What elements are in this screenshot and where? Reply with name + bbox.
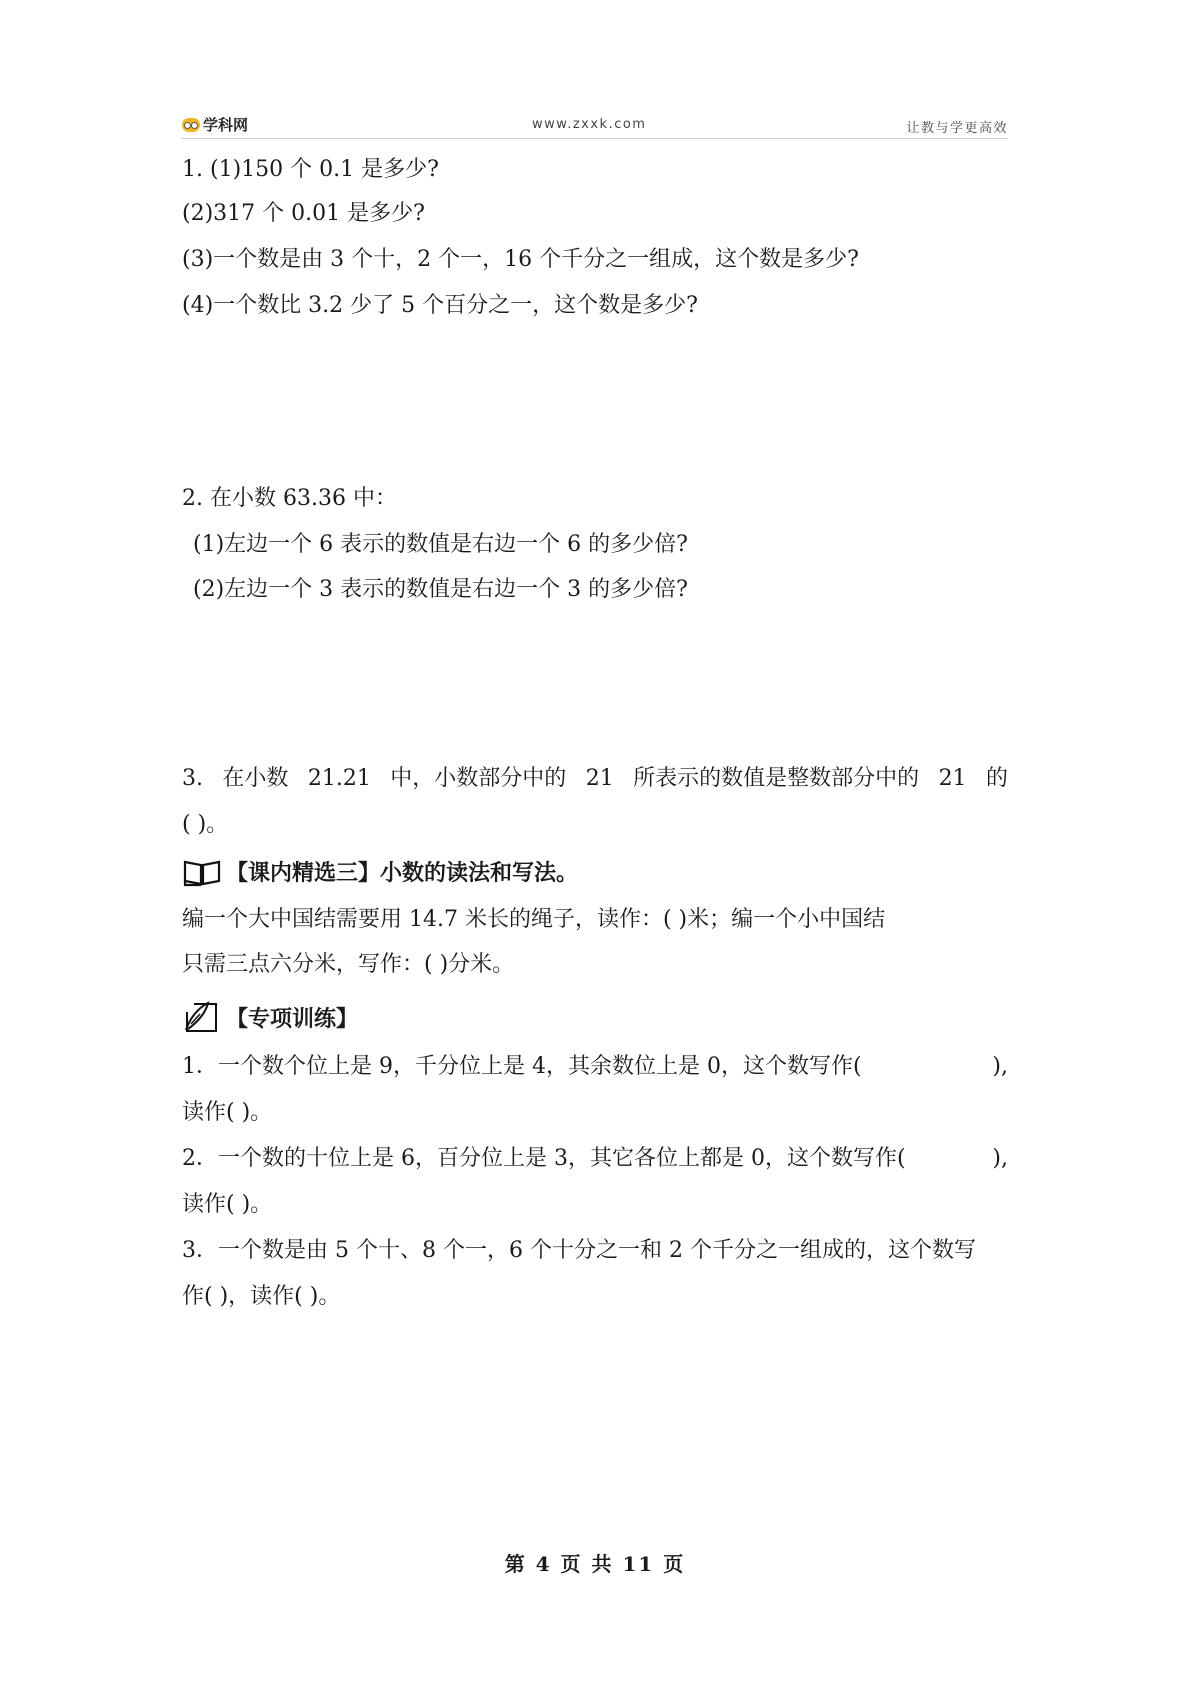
drill1-text: 1．一个数个位上是 9，千分位上是 4，其余数位上是 0，这个数写作( — [182, 1054, 862, 1079]
owl-logo-icon — [182, 118, 200, 132]
drill2-text: 2．一个数的十位上是 6，百分位上是 3，其它各位上都是 0，这个数写作( — [182, 1146, 906, 1171]
drill1-blank-end: ), — [992, 1054, 1008, 1079]
drill3-line2: 作( )，读作( )。 — [182, 1284, 341, 1309]
logo — [182, 114, 248, 135]
q1-part3: (3)一个数是由 3 个十，2 个一，16 个千分之一组成，这个数是多少? — [182, 247, 859, 272]
drill2-line1 — [182, 1144, 1008, 1174]
site-url: www.zxxk.com — [532, 117, 647, 132]
q2-part2: (2)左边一个 3 表示的数值是右边一个 3 的多少倍? — [193, 577, 688, 602]
q3-word: 21 — [585, 766, 614, 791]
q2-stem: 2. 在小数 63.36 中： — [182, 486, 397, 511]
q3-word: 21.21 — [307, 766, 371, 791]
q3-word: 在小数 — [222, 766, 289, 791]
q3-word: 中，小数部分中的 — [390, 766, 567, 791]
page-header — [182, 112, 1008, 139]
drill2-line2: 读作( )。 — [182, 1192, 273, 1217]
q3-word: 所表示的数值是整数部分中的 — [633, 766, 920, 791]
pen-paper-icon — [182, 1000, 222, 1034]
q3-word: 21 — [938, 766, 967, 791]
open-book-icon — [182, 857, 222, 887]
drill2-blank-end: ), — [992, 1146, 1008, 1171]
q3-word: 的 — [985, 766, 1008, 791]
q1-part1: 1. (1)150 个 0.1 是多少? — [182, 157, 439, 182]
slogan: 让教与学更高效 — [906, 121, 1008, 136]
section3-title: 【课内精选三】小数的读法和写法。 — [226, 861, 579, 886]
q3-stem — [182, 764, 1008, 794]
q3-word: 3. — [182, 766, 203, 791]
q1-part4: (4)一个数比 3.2 少了 5 个百分之一，这个数是多少? — [182, 293, 698, 318]
q3-blank: ( )。 — [182, 812, 229, 837]
page-number: 第 4 页 共 11 页 — [504, 1552, 686, 1576]
drill1-line2: 读作( )。 — [182, 1100, 273, 1125]
section3-line1: 编一个大中国结需要用 14.7 米长的绳子，读作：( )米；编一个小中国结 — [182, 907, 886, 932]
section3-heading — [182, 856, 578, 887]
q1-part2: (2)317 个 0.01 是多少? — [182, 201, 425, 226]
drill3-line1: 3．一个数是由 5 个十、8 个一，6 个十分之一和 2 个千分之一组成的，这个数写 — [182, 1238, 976, 1263]
drill1-line1 — [182, 1052, 1008, 1082]
q2-part1: (1)左边一个 6 表示的数值是右边一个 6 的多少倍? — [193, 532, 688, 557]
section3-line2: 只需三点六分米，写作：( )分米。 — [182, 952, 515, 977]
logo-text: 学科网 — [203, 116, 249, 134]
section4-title: 【专项训练】 — [226, 1006, 359, 1032]
section4-heading — [182, 1000, 358, 1034]
